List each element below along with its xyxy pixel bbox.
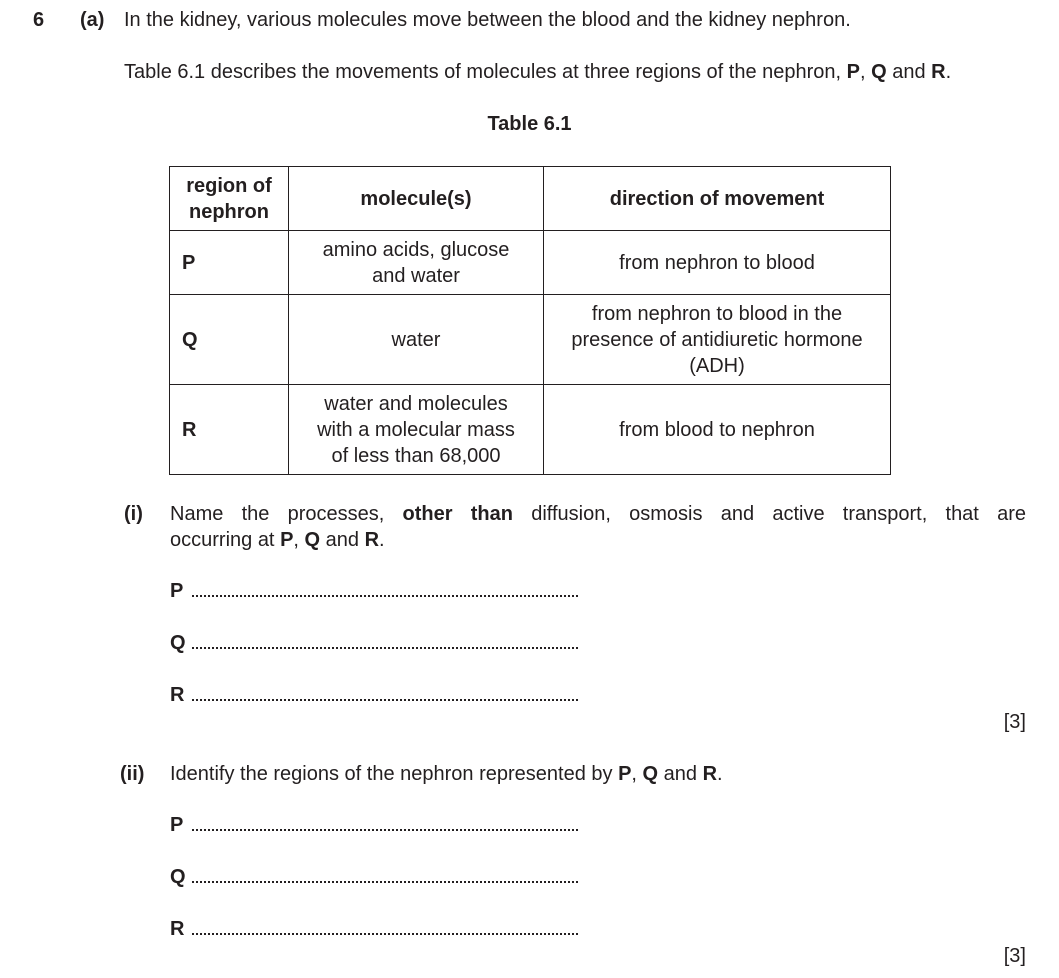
direction-cell: from nephron to blood in the presence of antidiuretic hormone (ADH) — [544, 295, 891, 385]
answer-dotted-line[interactable] — [192, 695, 578, 701]
region-cell: P — [170, 231, 289, 295]
region-cell: R — [170, 385, 289, 475]
answer-dotted-line[interactable] — [192, 929, 578, 935]
answer-dotted-line[interactable] — [192, 825, 578, 831]
answer-line-q[interactable] — [170, 630, 578, 656]
header-region: region of nephron — [170, 167, 289, 231]
answer-letter: P — [170, 580, 184, 602]
part-ii-marks: [3] — [1003, 945, 1026, 967]
direction-cell: from nephron to blood — [544, 231, 891, 295]
answer-dotted-line[interactable] — [192, 877, 578, 883]
answer-letter: R — [170, 684, 185, 706]
region-cell: Q — [170, 295, 289, 385]
answer-line-r[interactable] — [170, 916, 578, 942]
molecules-cell: water — [289, 295, 544, 385]
part-i-label: (i) — [124, 503, 143, 525]
molecules-cell: amino acids, glucose and water — [289, 231, 544, 295]
part-i-marks: [3] — [1003, 711, 1026, 733]
part-i-prompt: Name the processes, other than diffusion, osmosis and active transport, that are — [170, 503, 1026, 525]
part-ii-label: (ii) — [120, 763, 145, 785]
table-caption: Table 6.1 — [487, 113, 572, 135]
question-intro: In the kidney, various molecules move between the blood and the kidney nephron. — [124, 9, 851, 31]
molecules-cell: water and molecules with a molecular mass of less than 68,000 — [289, 385, 544, 475]
molecule-movement-table — [169, 166, 891, 475]
answer-line-r[interactable] — [170, 682, 578, 708]
answer-letter: Q — [170, 866, 186, 888]
answer-line-p[interactable] — [170, 578, 578, 604]
answer-dotted-line[interactable] — [192, 643, 578, 649]
table-intro: Table 6.1 describes the movements of molecules at three regions of the nephron, P, Q and R. — [124, 61, 952, 83]
answer-line-p[interactable] — [170, 812, 578, 838]
answer-letter: Q — [170, 632, 186, 654]
table-row — [170, 385, 891, 475]
table-row — [170, 231, 891, 295]
answer-dotted-line[interactable] — [192, 591, 578, 597]
table-row — [170, 295, 891, 385]
part-ii-prompt: Identify the regions of the nephron represented by P, Q and R. — [170, 763, 723, 785]
direction-cell: from blood to nephron — [544, 385, 891, 475]
answer-letter: R — [170, 918, 185, 940]
part-a-label: (a) — [80, 9, 105, 31]
part-i-prompt-line2: occurring at P, Q and R. — [170, 529, 385, 551]
answer-letter: P — [170, 814, 184, 836]
header-direction: direction of movement — [544, 167, 891, 231]
table-header-row — [170, 167, 891, 231]
question-number: 6 — [33, 9, 45, 31]
header-molecules: molecule(s) — [289, 167, 544, 231]
answer-line-q[interactable] — [170, 864, 578, 890]
